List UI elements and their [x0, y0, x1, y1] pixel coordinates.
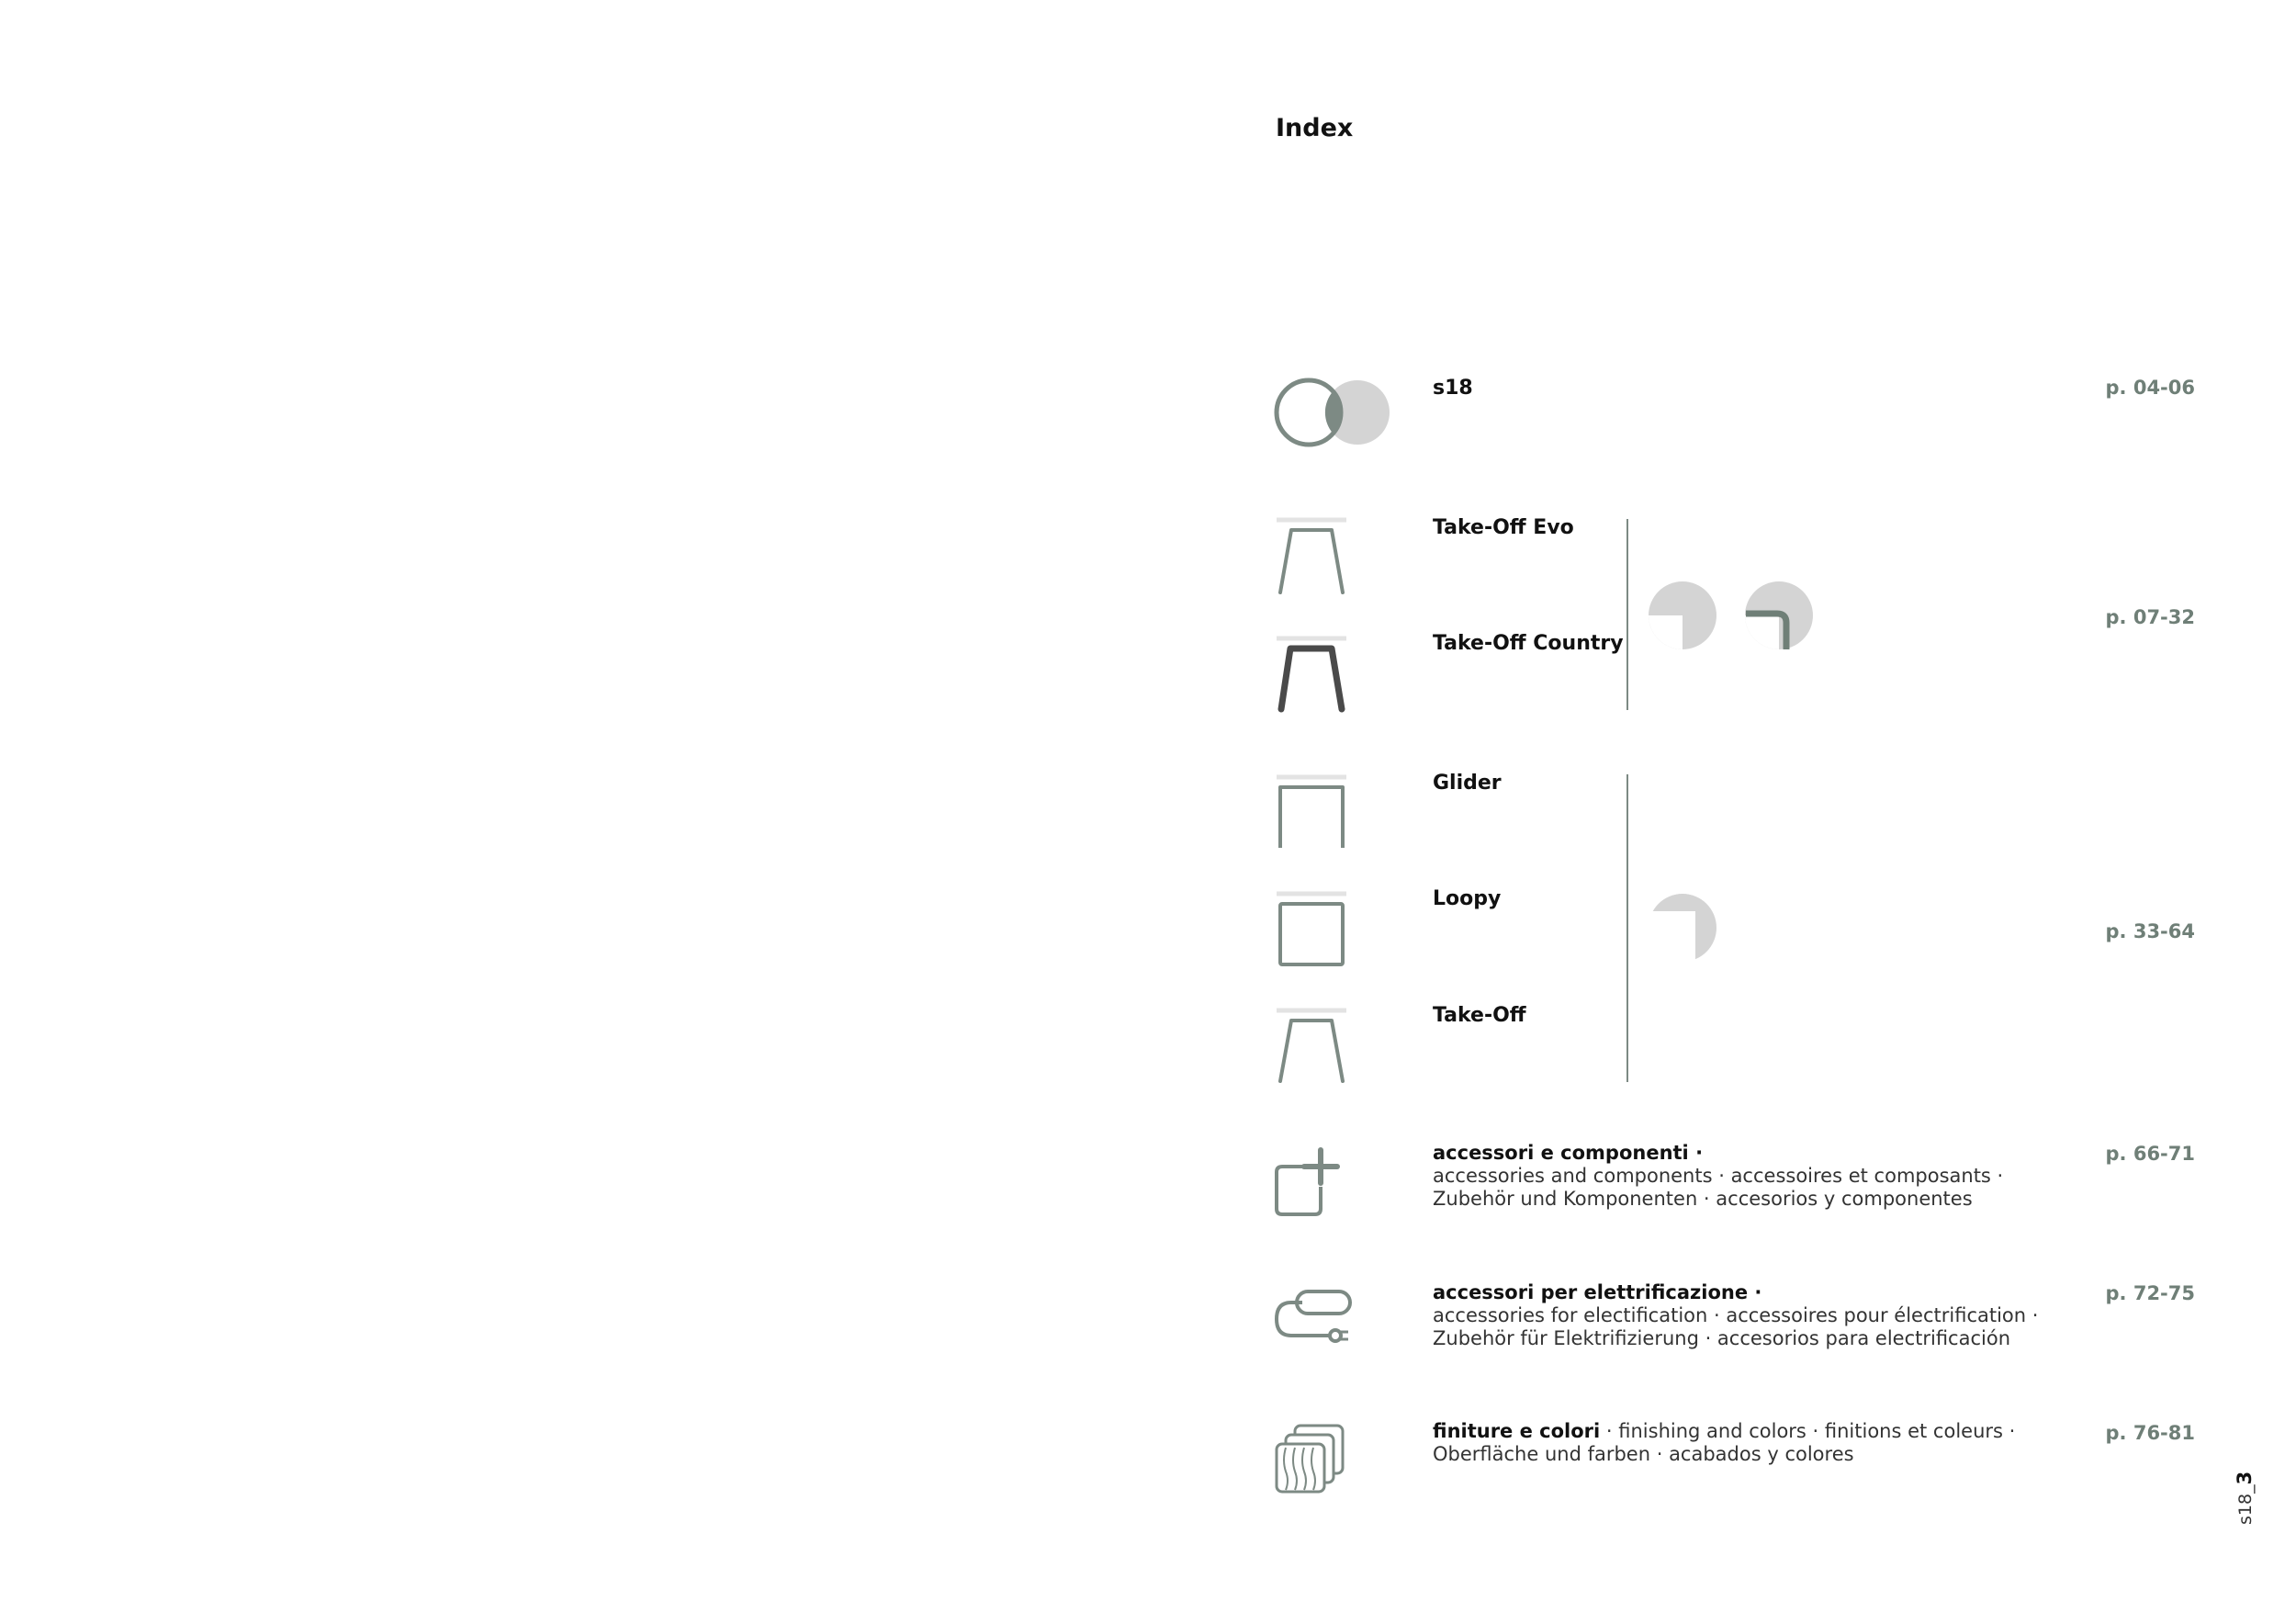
electrification-title: accessori per elettrificazione ·: [1433, 1281, 1762, 1303]
item-page-s18[interactable]: p. 04-06: [2105, 377, 2195, 399]
s18-icon: [1275, 378, 1394, 447]
footer-doc-label: s18_: [2235, 1484, 2256, 1525]
item-name-loopy: Loopy: [1433, 887, 1502, 910]
item-name-take-off-evo: Take-Off Evo: [1433, 516, 1574, 539]
take-off-evo-icon: [1277, 517, 1346, 594]
electrification-line1: accessories for electification · accessoires pour électrification ·: [1433, 1304, 2039, 1326]
item-name-s18: s18: [1433, 377, 1473, 400]
add-component-icon: [1275, 1148, 1348, 1218]
loopy-icon: [1277, 891, 1346, 966]
finishes-title: finiture e colori: [1433, 1420, 1601, 1442]
footer-page-number: 3: [2234, 1471, 2256, 1485]
finishes-page[interactable]: p. 76-81: [2105, 1422, 2195, 1444]
item-name-take-off-country: Take-Off Country: [1433, 632, 1624, 655]
accessories-title: accessori e componenti ·: [1433, 1142, 1704, 1164]
glider-icon: [1277, 774, 1346, 850]
item-name-take-off: Take-Off: [1433, 1004, 1526, 1027]
take-off-icon: [1277, 1008, 1346, 1083]
edge-profile-icon: [1744, 581, 1814, 650]
item-name-glider: Glider: [1433, 772, 1502, 795]
accessories-page[interactable]: p. 66-71: [2105, 1143, 2195, 1165]
power-cable-icon: [1275, 1290, 1354, 1347]
group-divider-2: [1626, 774, 1628, 1082]
finishes-line2: Oberfläche und farben · acabados y colores: [1433, 1443, 1854, 1465]
group1-page[interactable]: p. 07-32: [2105, 606, 2195, 628]
group2-page[interactable]: p. 33-64: [2105, 920, 2195, 942]
accessories-line2: Zubehör und Komponenten · accesorios y componentes: [1433, 1188, 1973, 1210]
accessories-line1: accessories and components · accessoires et composants ·: [1433, 1165, 2004, 1187]
page-title: Index: [1276, 114, 1354, 142]
square-corner-icon: [1648, 893, 1717, 963]
finish-samples-icon: [1275, 1424, 1345, 1494]
electrification-description: [1433, 1281, 2038, 1350]
accessories-description: [1433, 1142, 2003, 1211]
page-footer: [2234, 1472, 2256, 1525]
group-divider-1: [1626, 519, 1628, 710]
finishes-description: [1433, 1420, 2015, 1466]
finishes-line1: · finishing and colors · finitions et coleurs ·: [1600, 1420, 2016, 1442]
rounded-corner-icon: [1648, 581, 1717, 650]
electrification-line2: Zubehör für Elektrifizierung · accesorios para electrificación: [1433, 1327, 2011, 1349]
take-off-country-icon: [1277, 636, 1346, 713]
electrification-page[interactable]: p. 72-75: [2105, 1282, 2195, 1304]
